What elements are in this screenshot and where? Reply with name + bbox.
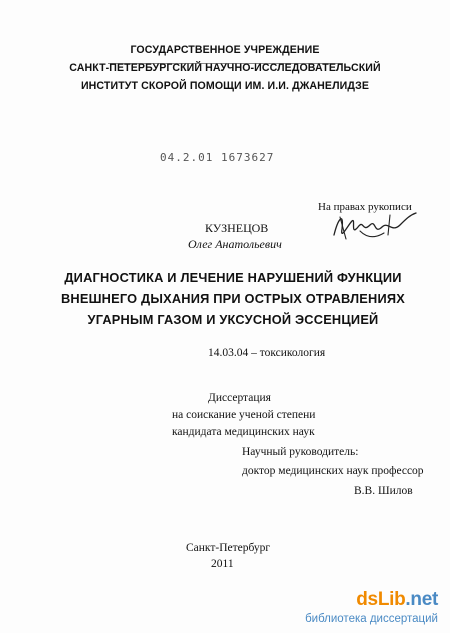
dslib-watermark xyxy=(285,589,450,633)
author-surname: КУЗНЕЦОВ xyxy=(205,221,269,235)
supervisor-label: Научный руководитель: xyxy=(242,446,359,458)
dissertation-label: Диссертация xyxy=(208,392,271,404)
library-stamp-number: 04.2.01 1673627 xyxy=(160,151,275,164)
logo-part-ds: ds xyxy=(356,589,378,610)
supervisor-title: доктор медицинских наук профессор xyxy=(242,465,424,477)
logo-part-net: net xyxy=(410,589,438,610)
institution-line-2: САНКТ-ПЕТЕРБУРГСКИЙ НАУЧНО-ИССЛЕДОВАТЕЛЬСКИЙ xyxy=(69,62,381,74)
thesis-title-line-1: ДИАГНОСТИКА И ЛЕЧЕНИЕ НАРУШЕНИЙ ФУНКЦИИ xyxy=(64,270,402,285)
publication-city: Санкт-Петербург xyxy=(186,542,271,554)
supervisor-name: В.В. Шилов xyxy=(354,485,413,497)
degree-line-1: на соискание ученой степени xyxy=(172,409,316,421)
specialty-code: 14.03.04 – токсикология xyxy=(208,347,326,359)
dslib-logo xyxy=(356,589,438,611)
institution-line-3: ИНСТИТУТ СКОРОЙ ПОМОЩИ ИМ. И.И. ДЖАНЕЛИДЗЕ xyxy=(80,80,370,92)
manuscript-rights-note: На правах рукописи xyxy=(318,201,412,213)
thesis-title-line-3: УГАРНЫМ ГАЗОМ И УКСУСНОЙ ЭССЕНЦИЕЙ xyxy=(87,312,379,327)
dslib-tagline: библиотека диссертаций xyxy=(305,613,438,625)
logo-part-lib: Lib xyxy=(377,589,406,610)
degree-line-2: кандидата медицинских наук xyxy=(172,426,315,438)
institution-line-1: ГОСУДАРСТВЕННОЕ УЧРЕЖДЕНИЕ xyxy=(130,44,320,56)
author-given-name: Олег Анатольевич xyxy=(188,237,282,251)
logo-part-dot: . xyxy=(405,589,411,610)
thesis-title-line-2: ВНЕШНЕГО ДЫХАНИЯ ПРИ ОСТРЫХ ОТРАВЛЕНИЯХ xyxy=(60,291,406,306)
publication-year: 2011 xyxy=(211,558,234,570)
handwritten-signature xyxy=(330,205,420,247)
